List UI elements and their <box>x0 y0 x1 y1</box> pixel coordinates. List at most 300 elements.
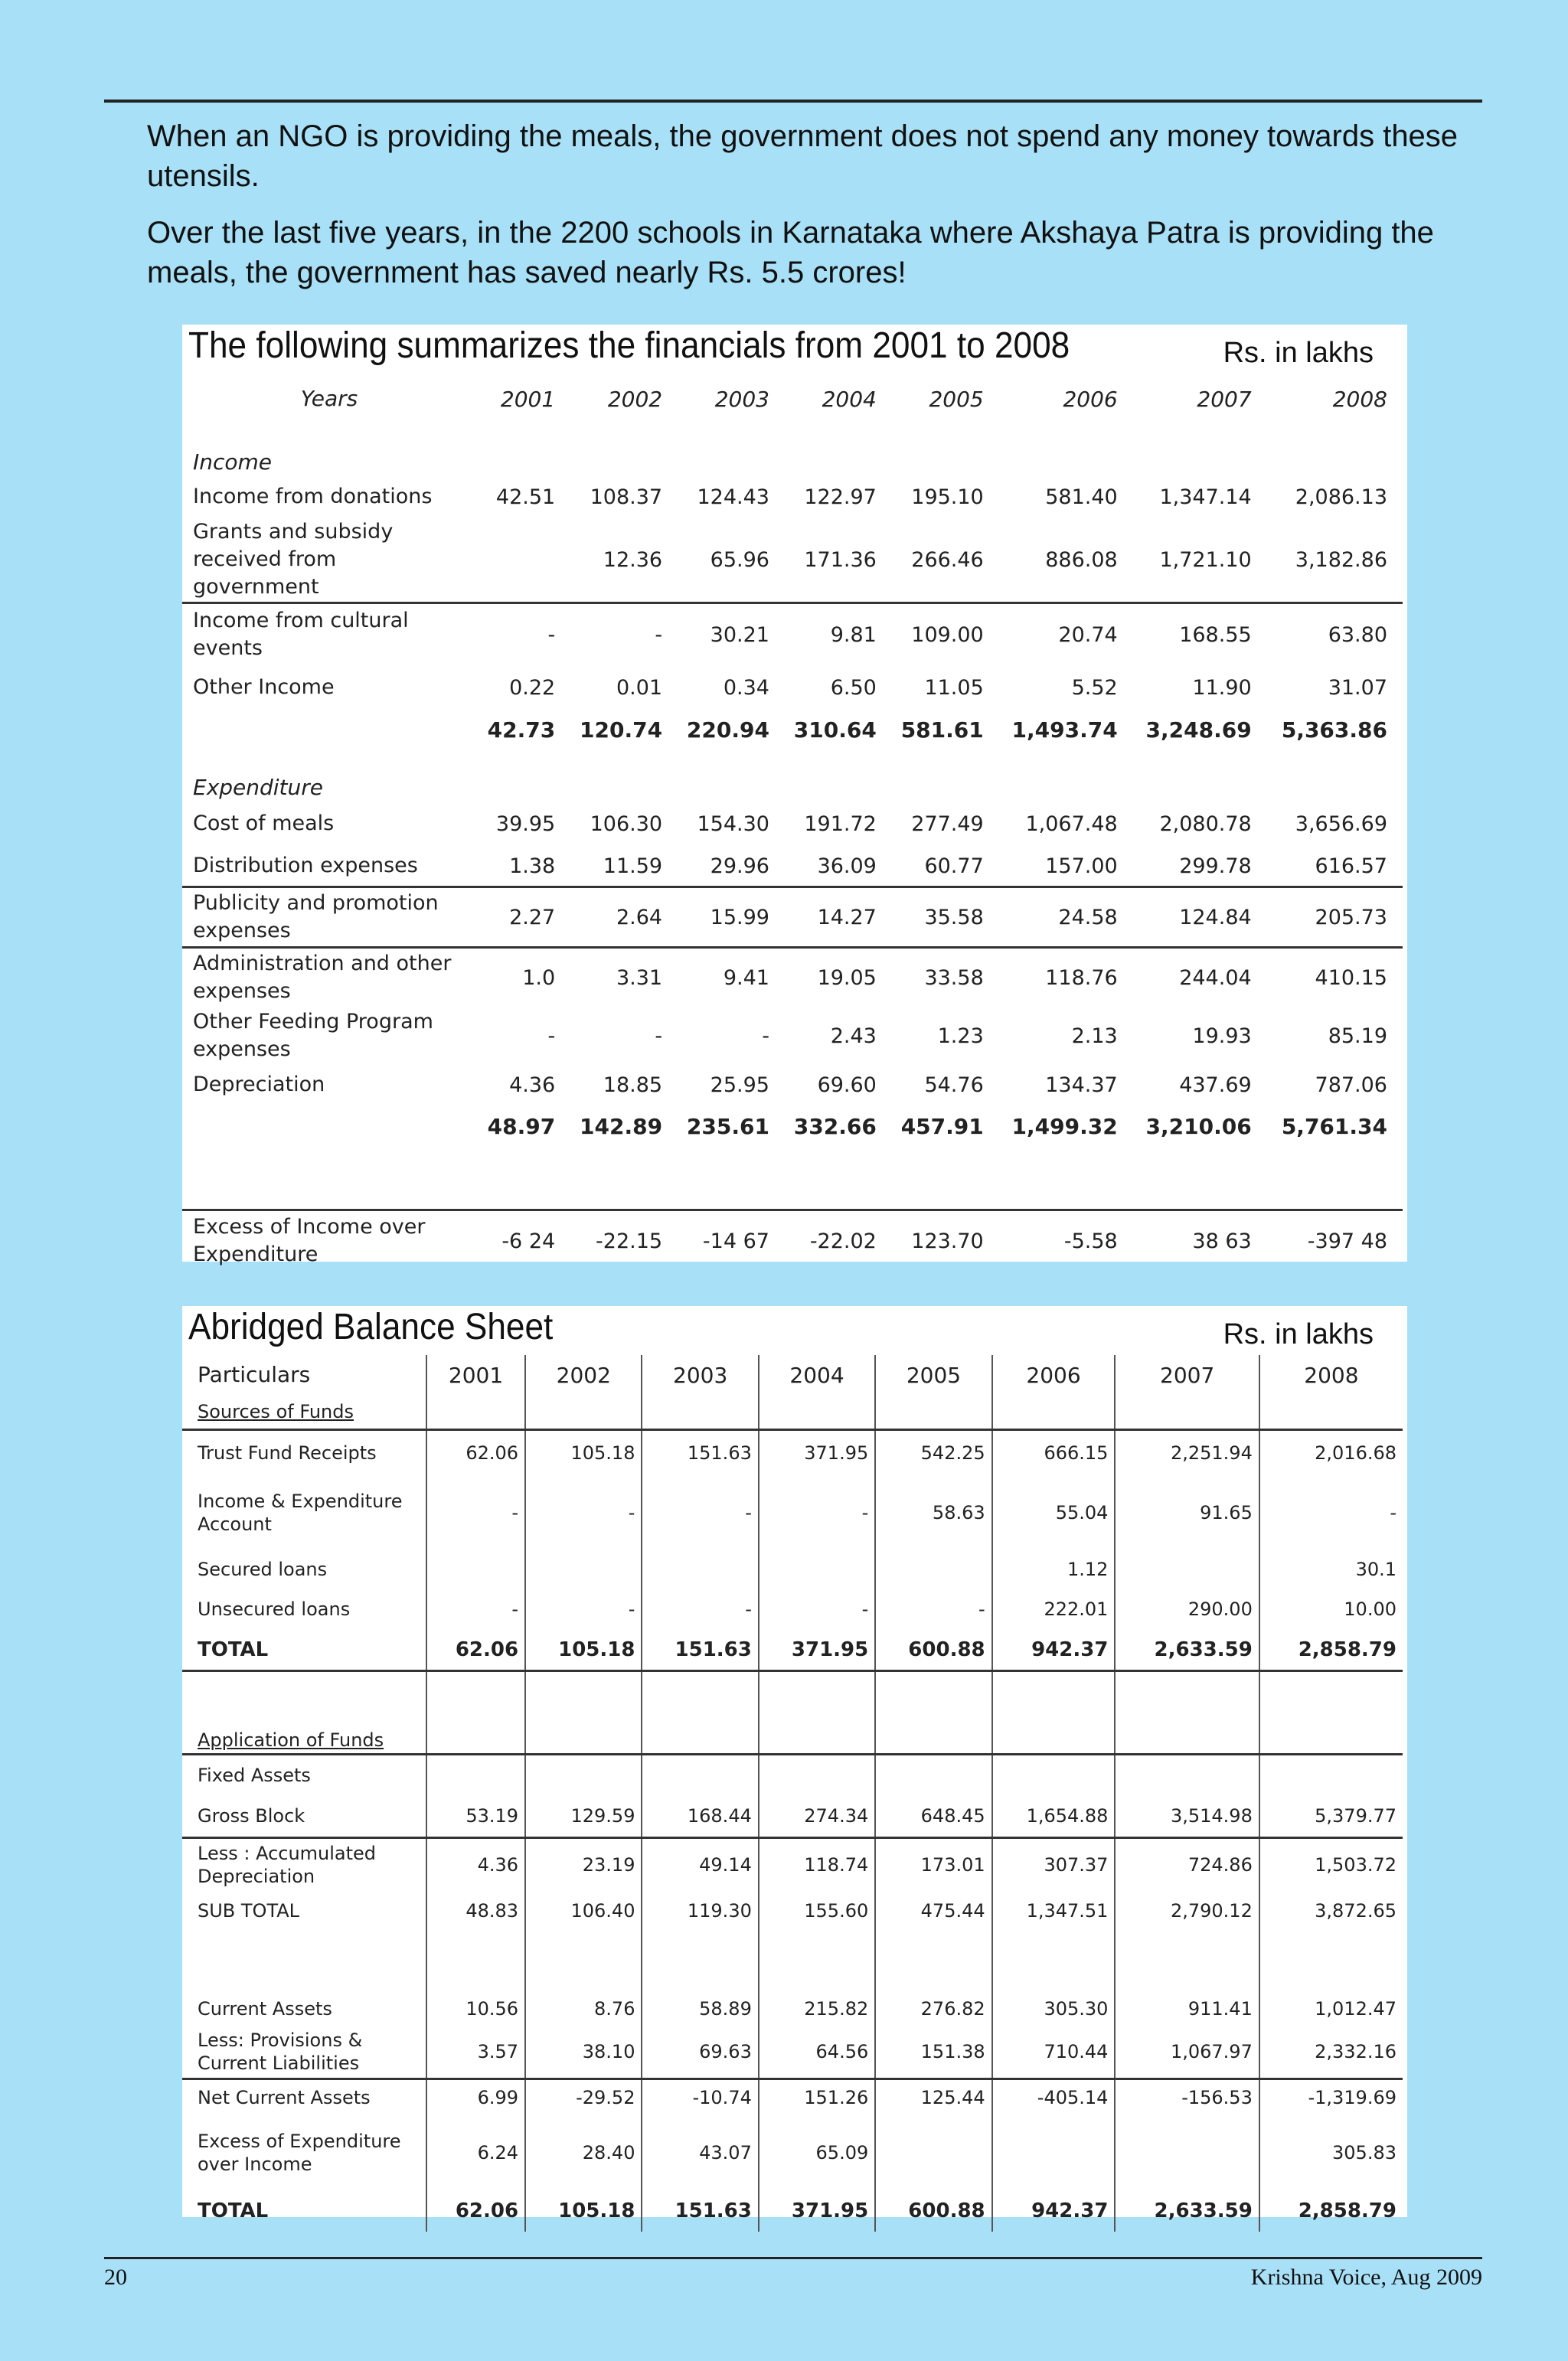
financials-row-label <box>182 1148 470 1210</box>
financials-cell: 142.89 <box>580 1113 663 1139</box>
financials-cell: 205.73 <box>1256 887 1403 948</box>
intro-paragraph-2: Over the last five years, in the 2200 schools in Karnataka where Akshaya Patra is providing the meals, the government has saved nearly Rs. 5.5 crores! <box>147 216 1434 289</box>
balance-sheet-cell: 119.30 <box>642 1891 758 1931</box>
balance-sheet-cell: 2,858.79 <box>1259 1630 1403 1671</box>
balance-sheet-cell: 666.15 <box>992 1430 1116 1476</box>
financials-cell: 60.77 <box>924 854 984 878</box>
balance-sheet-cell <box>992 1931 1116 1992</box>
balance-sheet-cell: -10.74 <box>642 2079 758 2116</box>
page-number: 20 <box>104 2265 127 2290</box>
financials-header-cell: 2007 <box>1197 386 1252 412</box>
balance-sheet-cell: 942.37 <box>992 1630 1116 1671</box>
financials-header-cell: 2003 <box>714 386 769 412</box>
balance-sheet-cell: 55.04 <box>992 1475 1116 1550</box>
balance-sheet-row-label: Unsecured loans <box>198 1598 351 1620</box>
financials-cell: 54.76 <box>924 1073 984 1097</box>
financials-cell: 2,080.78 <box>1159 811 1252 836</box>
financials-cell: 85.19 <box>1328 1024 1387 1048</box>
balance-sheet-cell: 62.06 <box>426 1430 525 1476</box>
financials-cell <box>1256 424 1403 476</box>
balance-sheet-row <box>182 1931 1403 1992</box>
balance-sheet-row-label: Less : Accumulated Depreciation <box>182 1838 426 1892</box>
financials-cell: 3,210.06 <box>1145 1113 1252 1139</box>
balance-sheet-cell: 1,012.47 <box>1259 1992 1403 2026</box>
balance-sheet-cell: 2,633.59 <box>1115 1630 1259 1671</box>
financials-cell <box>988 749 1122 802</box>
balance-sheet-cell: 1,654.88 <box>992 1795 1116 1838</box>
financials-cell: - <box>655 1024 663 1048</box>
balance-sheet-cell: 290.00 <box>1115 1589 1259 1630</box>
balance-sheet-cell <box>525 1755 642 1796</box>
balance-sheet-cell: 173.01 <box>875 1838 991 1892</box>
financials-cell: 157.00 <box>1045 854 1118 878</box>
balance-sheet-cell: - <box>525 1475 642 1550</box>
balance-sheet-cell <box>642 1755 758 1796</box>
financials-row <box>182 887 1403 948</box>
balance-sheet-cell: 58.63 <box>875 1475 991 1550</box>
financials-cell: 6.50 <box>830 675 877 700</box>
financials-cell: 5.52 <box>1071 675 1118 700</box>
balance-sheet-cell: 151.26 <box>759 2079 875 2116</box>
balance-sheet-cell: 69.63 <box>642 2026 758 2079</box>
financials-cell: 14.27 <box>774 887 881 948</box>
financials-cell: 332.66 <box>793 1113 877 1139</box>
financials-cell: 25.95 <box>710 1073 769 1097</box>
balance-sheet-panel <box>182 1306 1407 2222</box>
financials-header-cell: 2008 <box>1332 386 1387 412</box>
balance-sheet-cell: - <box>875 1589 991 1630</box>
balance-sheet-header-cell: 2006 <box>992 1355 1116 1395</box>
financials-cell: 109.00 <box>881 603 988 666</box>
financials-cell: 1,067.48 <box>1025 811 1118 836</box>
financials-row <box>182 476 1403 518</box>
balance-sheet-cell: 222.01 <box>992 1589 1116 1630</box>
financials-cell: 581.40 <box>1045 485 1118 509</box>
financials-cell <box>667 749 774 802</box>
financials-cell: 886.08 <box>1045 547 1118 572</box>
financials-row-label: Other Income <box>193 675 335 699</box>
financials-row-label: Grants and subsidy received from government <box>193 520 394 599</box>
balance-sheet-row <box>182 2026 1403 2079</box>
financials-cell <box>560 749 667 802</box>
financials-cell: 69.60 <box>817 1073 877 1097</box>
balance-sheet-header-cell: 2004 <box>759 1355 875 1395</box>
balance-sheet-cell <box>875 1671 991 1728</box>
financials-row <box>182 1007 1403 1065</box>
financials-cell: 2.43 <box>830 1024 877 1048</box>
balance-sheet-cell: 542.25 <box>875 1430 991 1476</box>
balance-sheet-cell: 125.44 <box>875 2079 991 2116</box>
financials-row <box>182 948 1403 1007</box>
balance-sheet-cell <box>759 1395 875 1430</box>
financials-table <box>182 374 1403 1271</box>
financials-cell: 1,493.74 <box>1011 717 1118 743</box>
balance-sheet-cell <box>1259 1727 1403 1755</box>
balance-sheet-cell <box>759 1931 875 1992</box>
balance-sheet-table <box>182 1355 1403 2232</box>
balance-sheet-cell: 129.59 <box>525 1795 642 1838</box>
financials-cell <box>1256 1148 1403 1210</box>
financials-cell: 154.30 <box>697 811 769 836</box>
financials-cell: 2,086.13 <box>1295 485 1387 509</box>
financials-cell: - <box>762 1024 769 1048</box>
balance-sheet-row <box>182 2115 1403 2190</box>
financials-row <box>182 603 1403 666</box>
financials-cell <box>1122 749 1256 802</box>
balance-sheet-cell: - <box>525 1589 642 1630</box>
financials-cell <box>881 424 988 476</box>
balance-sheet-row <box>182 1430 1403 1476</box>
balance-sheet-header-cell: Particulars <box>198 1362 311 1387</box>
financials-cell: 9.41 <box>667 948 774 1007</box>
balance-sheet-cell <box>992 1395 1116 1430</box>
balance-sheet-cell: 2,633.59 <box>1115 2190 1259 2232</box>
financials-cell: - <box>547 1024 556 1048</box>
financials-header-cell: 2002 <box>607 386 663 412</box>
balance-sheet-cell: 4.36 <box>426 1838 525 1892</box>
balance-sheet-cell: 2,251.94 <box>1115 1430 1259 1476</box>
financials-header-cell: 2004 <box>822 386 877 412</box>
financials-header-row <box>182 374 1403 424</box>
financials-title: The following summarizes the financials from 2001 to 2008 <box>188 325 1070 366</box>
financials-cell: 63.80 <box>1256 603 1403 666</box>
balance-sheet-cell <box>992 1755 1116 1796</box>
financials-cell: 42.73 <box>487 717 556 743</box>
financials-cell: -6 24 <box>470 1210 560 1272</box>
balance-sheet-row <box>182 1550 1403 1589</box>
financials-cell: 12.36 <box>603 547 663 572</box>
balance-sheet-cell: 6.99 <box>426 2079 525 2116</box>
balance-sheet-row-label: Sources of Funds <box>198 1401 354 1422</box>
balance-sheet-cell <box>1115 1395 1259 1430</box>
balance-sheet-cell: - <box>426 1589 525 1630</box>
financials-row <box>182 1210 1403 1272</box>
balance-sheet-cell: - <box>642 1589 758 1630</box>
financials-cell: 1,499.32 <box>1011 1113 1118 1139</box>
financials-row <box>182 802 1403 846</box>
financials-row-label <box>182 1105 470 1148</box>
balance-sheet-row <box>182 1727 1403 1755</box>
balance-sheet-row-label: Excess of Expenditure over Income <box>198 2131 401 2175</box>
balance-sheet-cell <box>426 1671 525 1728</box>
balance-sheet-cell <box>875 1727 991 1755</box>
financials-cell: 124.43 <box>697 485 769 509</box>
financials-cell: 310.64 <box>793 717 877 743</box>
financials-cell <box>560 1148 667 1210</box>
financials-cell: 3.31 <box>560 948 667 1007</box>
financials-cell: 5,761.34 <box>1281 1113 1387 1139</box>
financials-cell: 38 63 <box>1122 1210 1256 1272</box>
balance-sheet-cell: 64.56 <box>759 2026 875 2079</box>
balance-sheet-cell: 106.40 <box>525 1891 642 1931</box>
financials-header-cell: 2001 <box>500 386 556 412</box>
balance-sheet-row-label: Less: Provisions & Current Liabilities <box>198 2030 363 2074</box>
balance-sheet-cell: 48.83 <box>426 1891 525 1931</box>
financials-cell <box>470 749 560 802</box>
balance-sheet-cell: 53.19 <box>426 1795 525 1838</box>
balance-sheet-cell <box>525 1550 642 1589</box>
financials-cell: 9.81 <box>774 603 881 666</box>
balance-sheet-cell <box>1115 1671 1259 1728</box>
balance-sheet-cell: 2,790.12 <box>1115 1891 1259 1931</box>
balance-sheet-header-cell: 2003 <box>642 1355 758 1395</box>
financials-row <box>182 665 1403 710</box>
balance-sheet-row-label <box>182 1671 426 1728</box>
financials-cell: 15.99 <box>667 887 774 948</box>
balance-sheet-header-row <box>182 1355 1403 1395</box>
financials-cell: 1,347.14 <box>1159 485 1252 509</box>
balance-sheet-cell: 215.82 <box>759 1992 875 2026</box>
balance-sheet-row-label: Current Assets <box>198 1998 332 2020</box>
financials-cell: 171.36 <box>804 547 877 572</box>
financials-cell <box>470 424 560 476</box>
financials-row <box>182 1065 1403 1105</box>
financials-cell <box>774 1148 881 1210</box>
balance-sheet-cell: 10.56 <box>426 1992 525 2026</box>
balance-sheet-cell <box>642 1550 758 1589</box>
balance-sheet-cell: 62.06 <box>426 2190 525 2232</box>
financials-row-label: Distribution expenses <box>193 854 418 877</box>
financials-cell: 35.58 <box>881 887 988 948</box>
financials-cell: 31.07 <box>1328 675 1387 700</box>
financials-cell: 0.01 <box>616 675 663 700</box>
balance-sheet-cell: 5,379.77 <box>1259 1795 1403 1838</box>
financials-cell: 2.13 <box>1071 1024 1118 1048</box>
financials-row <box>182 846 1403 887</box>
balance-sheet-row <box>182 1630 1403 1671</box>
financials-unit: Rs. in lakhs <box>1223 337 1374 369</box>
balance-sheet-row-label <box>182 1931 426 1992</box>
balance-sheet-cell: 2,858.79 <box>1259 2190 1403 2232</box>
balance-sheet-cell: 43.07 <box>642 2115 758 2190</box>
balance-sheet-row-label: Income & Expenditure Account <box>198 1491 403 1535</box>
balance-sheet-cell <box>642 1727 758 1755</box>
balance-sheet-cell: 58.89 <box>642 1992 758 2026</box>
financials-cell <box>470 518 560 603</box>
balance-sheet-row-label: Fixed Assets <box>182 1755 426 1796</box>
financials-cell <box>1122 424 1256 476</box>
financials-cell: -397 48 <box>1256 1210 1403 1272</box>
financials-cell: 191.72 <box>804 811 877 836</box>
intro-paragraph-1: When an NGO is providing the meals, the government does not spend any money towards these utensils. <box>147 119 1459 193</box>
financials-header-cell: 2005 <box>929 386 984 412</box>
balance-sheet-cell: 2,332.16 <box>1259 2026 1403 2079</box>
balance-sheet-cell <box>875 2115 991 2190</box>
balance-sheet-cell <box>1115 1755 1259 1796</box>
financials-cell: 244.04 <box>1122 948 1256 1007</box>
balance-sheet-cell: 49.14 <box>642 1838 758 1892</box>
balance-sheet-cell: 3,872.65 <box>1259 1891 1403 1931</box>
financials-row <box>182 518 1403 603</box>
balance-sheet-cell: - <box>426 1475 525 1550</box>
financials-row <box>182 1148 1403 1210</box>
balance-sheet-cell: -29.52 <box>525 2079 642 2116</box>
financials-cell: 106.30 <box>590 811 663 836</box>
financials-cell: 1.0 <box>470 948 560 1007</box>
balance-sheet-row <box>182 2079 1403 2116</box>
financials-cell: 134.37 <box>1045 1073 1118 1097</box>
balance-sheet-header-cell: 2001 <box>426 1355 525 1395</box>
balance-sheet-row-label: TOTAL <box>198 1638 269 1661</box>
balance-sheet-cell <box>875 1755 991 1796</box>
balance-sheet-cell: 151.63 <box>642 1630 758 1671</box>
financials-cell: 2.64 <box>560 887 667 948</box>
balance-sheet-row-label: Application of Funds <box>198 1729 384 1751</box>
balance-sheet-row-label: Net Current Assets <box>182 2079 426 2116</box>
balance-sheet-cell: 1,067.97 <box>1115 2026 1259 2079</box>
balance-sheet-row <box>182 1755 1403 1796</box>
financials-cell: 1.23 <box>937 1024 984 1048</box>
financials-cell: 0.22 <box>509 675 556 700</box>
balance-sheet-row <box>182 1795 1403 1838</box>
financials-cell: 168.55 <box>1122 603 1256 666</box>
financials-cell: 457.91 <box>900 1113 984 1139</box>
financials-cell: 3,656.69 <box>1295 811 1387 836</box>
financials-cell: 235.61 <box>686 1113 769 1139</box>
balance-sheet-cell <box>525 1395 642 1430</box>
balance-sheet-cell <box>525 1931 642 1992</box>
financials-cell <box>1122 1148 1256 1210</box>
balance-sheet-cell <box>642 1671 758 1728</box>
financials-cell: - <box>470 603 560 666</box>
balance-sheet-cell: 6.24 <box>426 2115 525 2190</box>
financials-cell: 11.05 <box>924 675 984 700</box>
balance-sheet-cell <box>1115 1931 1259 1992</box>
balance-sheet-title: Abridged Balance Sheet <box>188 1307 554 1347</box>
balance-sheet-cell: 942.37 <box>992 2190 1116 2232</box>
balance-sheet-header-cell: 2008 <box>1259 1355 1403 1395</box>
balance-sheet-cell: 38.10 <box>525 2026 642 2079</box>
balance-sheet-cell <box>426 1755 525 1796</box>
balance-sheet-row <box>182 1395 1403 1430</box>
balance-sheet-row-label: Secured loans <box>198 1559 328 1580</box>
financials-cell <box>667 424 774 476</box>
balance-sheet-cell <box>642 1931 758 1992</box>
financials-cell: 4.36 <box>509 1073 556 1097</box>
financials-cell <box>560 424 667 476</box>
financials-cell: 220.94 <box>686 717 769 743</box>
financials-cell: 11.59 <box>603 854 663 878</box>
balance-sheet-cell <box>992 1671 1116 1728</box>
balance-sheet-cell: 91.65 <box>1115 1475 1259 1550</box>
financials-header-cell: Years <box>300 386 358 411</box>
financials-cell: 437.69 <box>1179 1073 1252 1097</box>
balance-sheet-row-label: Gross Block <box>198 1805 305 1827</box>
financials-cell <box>881 749 988 802</box>
financials-cell: 1.38 <box>509 854 556 878</box>
balance-sheet-cell: 911.41 <box>1115 1992 1259 2026</box>
financials-row-label: Other Feeding Program expenses <box>193 1010 433 1061</box>
balance-sheet-cell <box>426 1550 525 1589</box>
balance-sheet-cell: 65.09 <box>759 2115 875 2190</box>
balance-sheet-cell: 151.63 <box>642 1430 758 1476</box>
financials-cell: 19.05 <box>774 948 881 1007</box>
balance-sheet-cell: 3.57 <box>426 2026 525 2079</box>
financials-cell <box>881 1148 988 1210</box>
financials-cell: 2.27 <box>470 887 560 948</box>
financials-cell: -22.15 <box>560 1210 667 1272</box>
balance-sheet-unit: Rs. in lakhs <box>1223 1318 1374 1350</box>
balance-sheet-cell: 276.82 <box>875 1992 991 2026</box>
financials-cell: 123.70 <box>881 1210 988 1272</box>
financials-cell: 122.97 <box>804 485 877 509</box>
balance-sheet-cell <box>759 1755 875 1796</box>
financials-row-label: Depreciation <box>193 1073 325 1096</box>
financials-cell: -5.58 <box>988 1210 1122 1272</box>
balance-sheet-cell <box>1259 1671 1403 1728</box>
balance-sheet-cell: -405.14 <box>992 2079 1116 2116</box>
balance-sheet-cell <box>759 1671 875 1728</box>
financials-cell: 30.21 <box>667 603 774 666</box>
balance-sheet-cell: 105.18 <box>525 2190 642 2232</box>
balance-sheet-row <box>182 1671 1403 1728</box>
balance-sheet-cell: 371.95 <box>759 2190 875 2232</box>
balance-sheet-row <box>182 1992 1403 2026</box>
balance-sheet-cell: 600.88 <box>875 1630 991 1671</box>
balance-sheet-cell: 3,514.98 <box>1115 1795 1259 1838</box>
balance-sheet-cell: 648.45 <box>875 1795 991 1838</box>
balance-sheet-row <box>182 1589 1403 1630</box>
balance-sheet-header-cell: 2002 <box>525 1355 642 1395</box>
balance-sheet-row <box>182 1475 1403 1550</box>
financials-row <box>182 424 1403 476</box>
financials-row-label: Income from cultural events <box>182 603 470 666</box>
balance-sheet-row-label: SUB TOTAL <box>198 1900 300 1922</box>
balance-sheet-cell: 1,347.51 <box>992 1891 1116 1931</box>
financials-cell: 299.78 <box>1179 854 1252 878</box>
balance-sheet-cell <box>875 1395 991 1430</box>
balance-sheet-row-label: Trust Fund Receipts <box>182 1430 426 1476</box>
balance-sheet-row-label: TOTAL <box>198 2199 269 2222</box>
balance-sheet-cell <box>992 1727 1116 1755</box>
balance-sheet-cell: 62.06 <box>426 1630 525 1671</box>
balance-sheet-cell: 307.37 <box>992 1838 1116 1892</box>
financials-cell <box>774 424 881 476</box>
balance-sheet-cell: 600.88 <box>875 2190 991 2232</box>
balance-sheet-header-cell: 2005 <box>875 1355 991 1395</box>
financials-cell: 11.90 <box>1192 675 1252 700</box>
financials-cell: 24.58 <box>988 887 1122 948</box>
balance-sheet-cell <box>426 1931 525 1992</box>
financials-panel <box>182 325 1407 1266</box>
balance-sheet-cell: 168.44 <box>642 1795 758 1838</box>
balance-sheet-cell: 105.18 <box>525 1630 642 1671</box>
financials-cell: 787.06 <box>1315 1073 1387 1097</box>
financials-row <box>182 1105 1403 1148</box>
balance-sheet-cell <box>525 1727 642 1755</box>
financials-cell: 3,248.69 <box>1145 717 1252 743</box>
financials-cell: -22.02 <box>774 1210 881 1272</box>
balance-sheet-cell <box>642 1395 758 1430</box>
financials-cell: 20.74 <box>988 603 1122 666</box>
financials-cell: - <box>560 603 667 666</box>
balance-sheet-cell: - <box>759 1589 875 1630</box>
balance-sheet-cell: 371.95 <box>759 1630 875 1671</box>
balance-sheet-cell <box>1259 1755 1403 1796</box>
financials-cell: 120.74 <box>580 717 663 743</box>
balance-sheet-cell <box>759 1550 875 1589</box>
financials-cell: 5,363.86 <box>1281 717 1387 743</box>
balance-sheet-row <box>182 2190 1403 2232</box>
balance-sheet-cell: 118.74 <box>759 1838 875 1892</box>
financials-cell: -14 67 <box>667 1210 774 1272</box>
financials-header-cell: 2006 <box>1063 386 1118 412</box>
financials-cell: 108.37 <box>590 485 663 509</box>
financials-row <box>182 749 1403 802</box>
financials-cell: 48.97 <box>487 1113 556 1139</box>
balance-sheet-cell: 105.18 <box>525 1430 642 1476</box>
balance-sheet-cell <box>1115 1727 1259 1755</box>
